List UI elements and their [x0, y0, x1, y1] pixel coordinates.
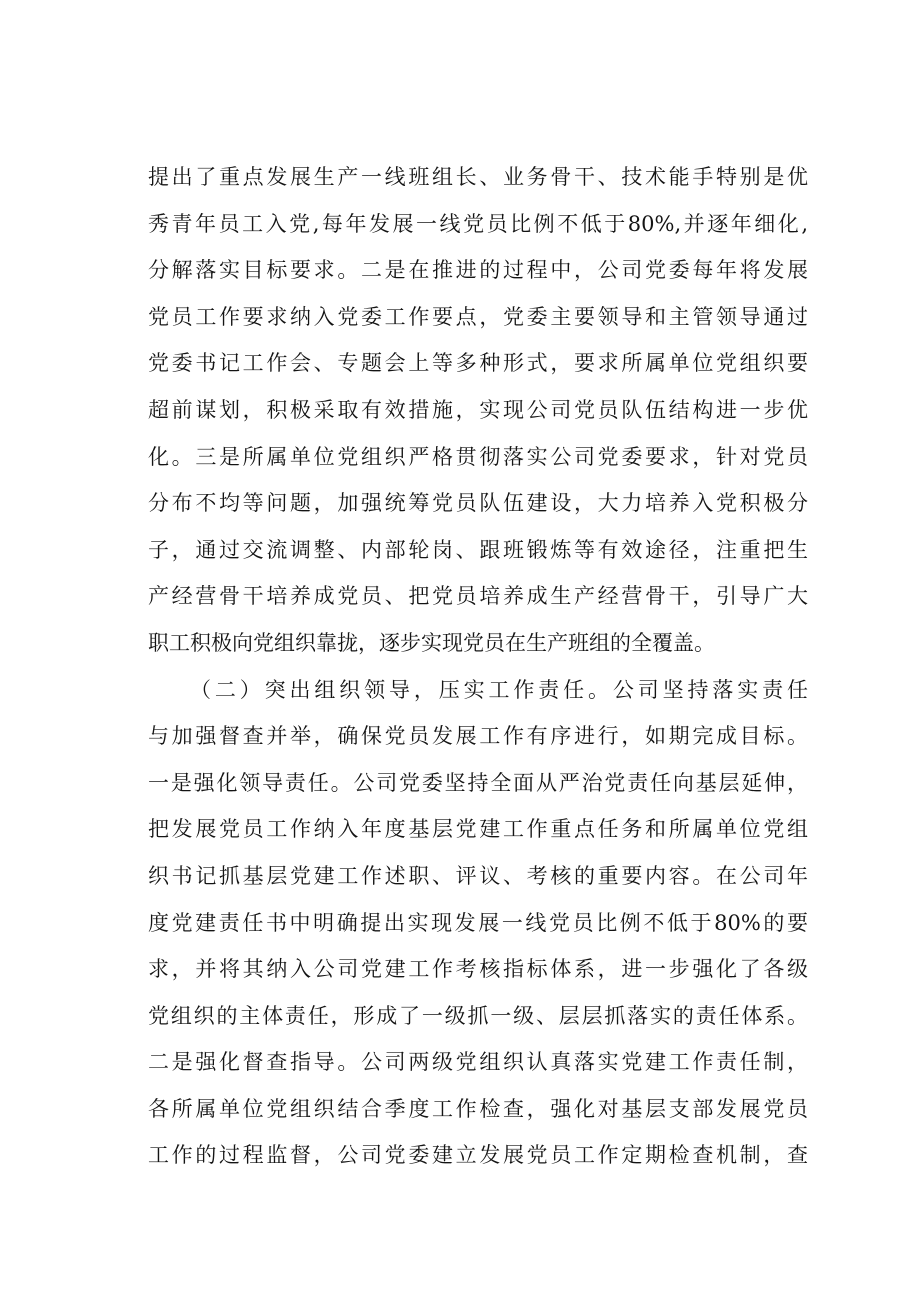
text-line: 化。三是所属单位党组织严格贯彻落实公司党委要求，针对党员	[148, 444, 808, 469]
text-line: 求，并将其纳入公司党建工作考核指标体系，进一步强化了各级	[148, 957, 808, 982]
body-text	[148, 154, 808, 1179]
paragraph-end-line: 职工积极向党组织靠拢，逐步实现党员在生产班组的全覆盖。	[148, 630, 715, 655]
text-line: 织书记抓基层党建工作述职、评议、考核的重要内容。在公司年	[148, 863, 808, 888]
text-line: 分布不均等问题，加强统筹党员队伍建设，大力培养入党积极分	[148, 491, 808, 516]
text-line: 分解落实目标要求。二是在推进的过程中，公司党委每年将发展	[148, 258, 808, 283]
text-line: 党组织的主体责任，形成了一级抓一级、层层抓落实的责任体系。	[148, 1003, 808, 1028]
text-line: 各所属单位党组织结合季度工作检查，强化对基层支部发展党员	[148, 1096, 808, 1121]
text-line: 与加强督查并举，确保党员发展工作有序进行，如期完成目标。	[148, 724, 808, 749]
text-line: 秀青年员工入党,每年发展一线党员比例不低于80%,并逐年细化,	[148, 211, 808, 236]
text-line: 党员工作要求纳入党委工作要点，党委主要领导和主管领导通过	[148, 304, 808, 329]
section-heading-line: （二）突出组织领导，压实工作责任。公司坚持落实责任	[190, 677, 808, 702]
text-line: 产经营骨干培养成党员、把党员培养成生产经营骨干，引导广大	[148, 584, 808, 609]
text-line: 度党建责任书中明确提出实现发展一线党员比例不低于80%的要	[148, 910, 808, 935]
text-line: 一是强化领导责任。公司党委坚持全面从严治党责任向基层延伸，	[148, 770, 808, 795]
text-line: 工作的过程监督，公司党委建立发展党员工作定期检查机制，查	[148, 1143, 808, 1168]
text-line: 子，通过交流调整、内部轮岗、跟班锻炼等有效途径，注重把生	[148, 537, 808, 562]
text-line: 二是强化督查指导。公司两级党组织认真落实党建工作责任制，	[148, 1050, 808, 1075]
text-line: 党委书记工作会、专题会上等多种形式，要求所属单位党组织要	[148, 351, 808, 376]
text-line: 超前谋划，积极采取有效措施，实现公司党员队伍结构进一步优	[148, 397, 808, 422]
text-line: 提出了重点发展生产一线班组长、业务骨干、技术能手特别是优	[148, 165, 808, 189]
text-line: 把发展党员工作纳入年度基层党建工作重点任务和所属单位党组	[148, 817, 808, 842]
